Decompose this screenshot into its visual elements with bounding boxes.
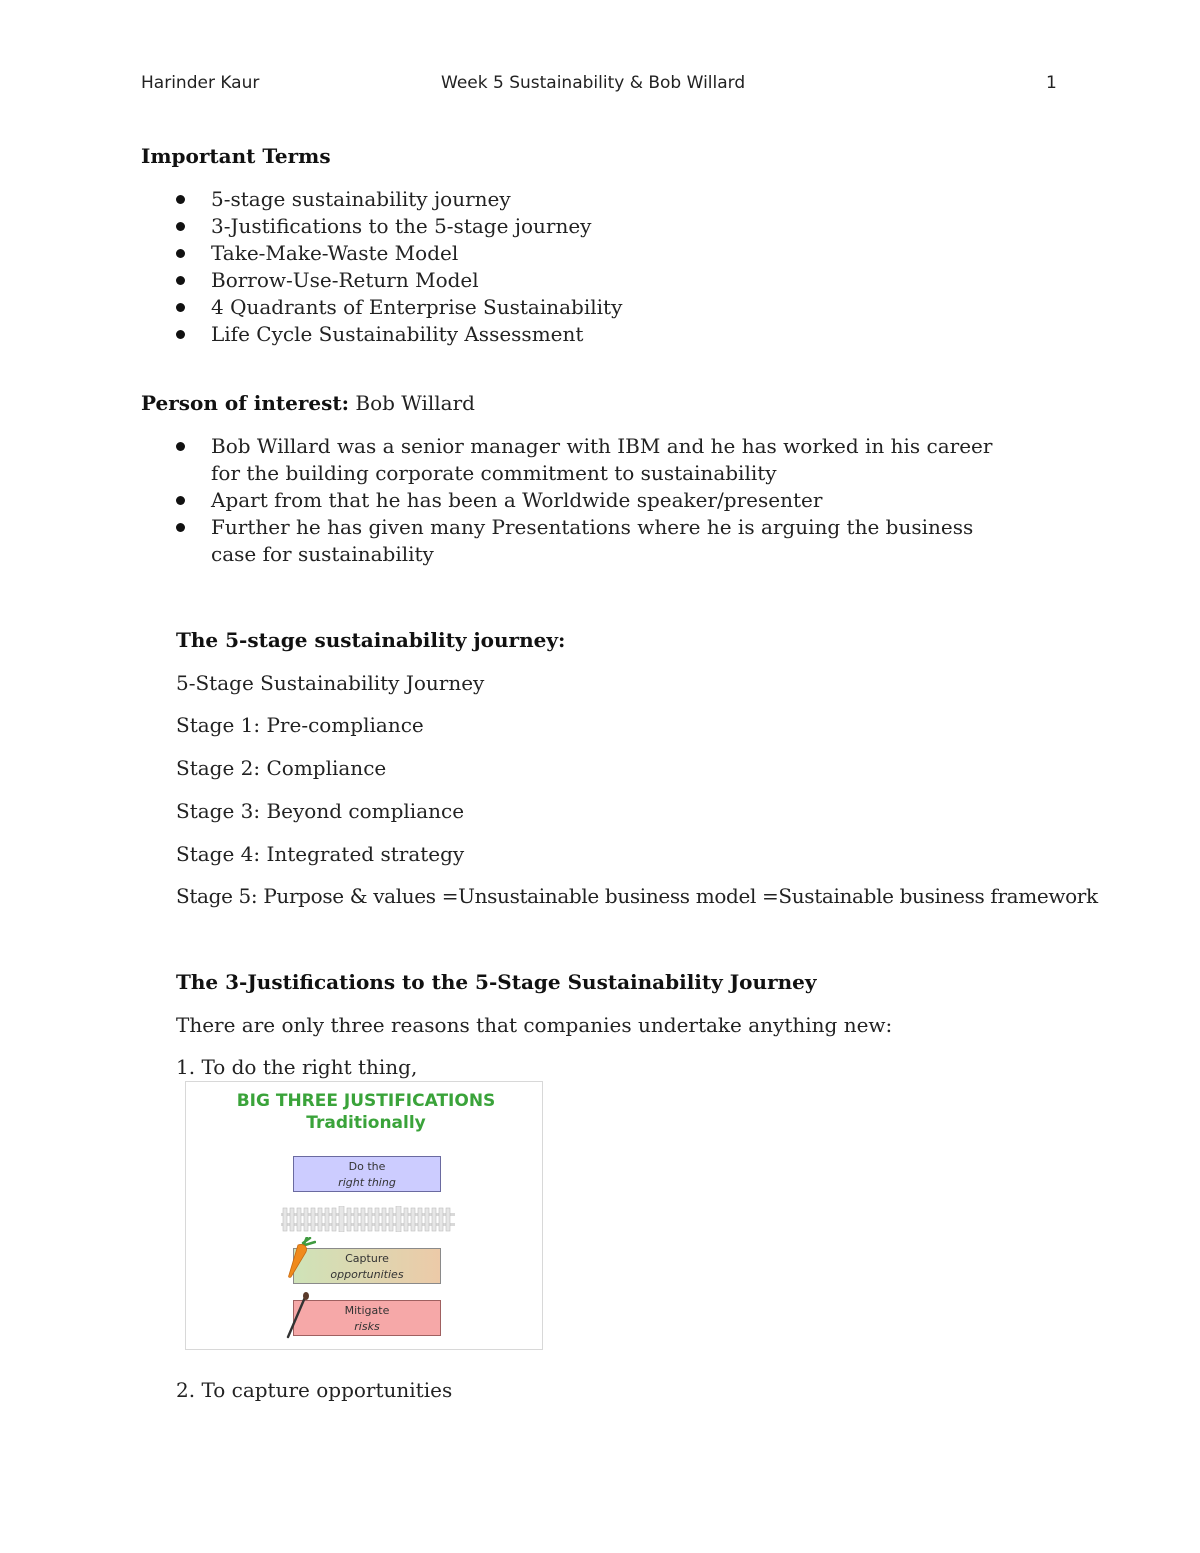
person-name: Bob Willard <box>355 391 475 415</box>
do-right-thing-box <box>293 1156 441 1192</box>
list-item: Bob Willard was a senior manager with IBM and he has worked in his career for the building corporate commitment to sustainability <box>172 433 1022 487</box>
list-item: Further he has given many Presentations where he is arguing the business case for sustainability <box>172 514 1022 568</box>
list-item: Apart from that he has been a Worldwide speaker/presenter <box>172 487 1022 514</box>
person-label: Person of interest: <box>141 391 350 415</box>
important-terms-heading: Important Terms <box>141 144 331 168</box>
figure-subtitle: Traditionally <box>306 1113 426 1133</box>
journey-heading: The 5-stage sustainability journey: <box>176 628 566 652</box>
stage-4: Stage 4: Integrated strategy <box>176 842 465 866</box>
box3-line2: risks <box>354 1320 380 1333</box>
justifications-intro: There are only three reasons that companies undertake anything new: <box>176 1013 893 1037</box>
list-item: Life Cycle Sustainability Assessment <box>172 321 1072 348</box>
fence-icon <box>281 1206 455 1232</box>
list-item: 5-stage sustainability journey <box>172 186 1072 213</box>
stage-5: Stage 5: Purpose & values =Unsustainable business model =Sustainable business framework <box>176 884 1098 908</box>
stick-icon <box>284 1292 312 1340</box>
person-of-interest <box>141 391 475 415</box>
justification-item-2: 2. To capture opportunities <box>176 1378 453 1402</box>
mitigate-risks-box <box>293 1300 441 1336</box>
person-details-list <box>172 433 1022 568</box>
carrot-icon <box>286 1237 316 1279</box>
header-title: Week 5 Sustainability & Bob Willard <box>441 73 746 93</box>
page-number: 1 <box>1046 73 1057 93</box>
justification-item-1: 1. To do the right thing, <box>176 1055 418 1079</box>
box3-line1: Mitigate <box>344 1304 390 1317</box>
figure-title: BIG THREE JUSTIFICATIONS <box>236 1091 496 1111</box>
box1-line1: Do the <box>348 1160 386 1173</box>
box2-line2: opportunities <box>330 1268 404 1281</box>
list-item: 3-Justifications to the 5-stage journey <box>172 213 1072 240</box>
journey-subtitle: 5-Stage Sustainability Journey <box>176 671 485 695</box>
list-item: Borrow-Use-Return Model <box>172 267 1072 294</box>
header-author: Harinder Kaur <box>141 73 260 93</box>
box2-line1: Capture <box>345 1252 389 1265</box>
stage-2: Stage 2: Compliance <box>176 756 387 780</box>
important-terms-list <box>172 186 1072 348</box>
stage-3: Stage 3: Beyond compliance <box>176 799 465 823</box>
list-item: Take-Make-Waste Model <box>172 240 1072 267</box>
stage-1: Stage 1: Pre-compliance <box>176 713 424 737</box>
justifications-heading: The 3-Justifications to the 5-Stage Sustainability Journey <box>176 970 817 994</box>
list-item: 4 Quadrants of Enterprise Sustainability <box>172 294 1072 321</box>
box1-line2: right thing <box>338 1176 396 1189</box>
big-three-justifications-figure <box>185 1081 543 1350</box>
